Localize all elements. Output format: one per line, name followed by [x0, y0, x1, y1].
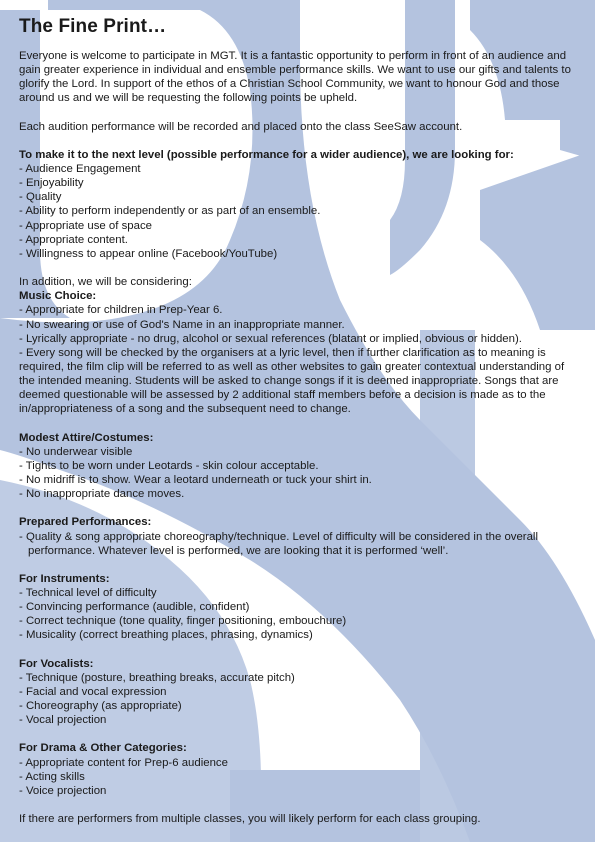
- next-level-list: [19, 162, 579, 261]
- list-item: - Facial and vocal expression: [19, 685, 167, 698]
- attire-heading: Modest Attire/Costumes:: [19, 431, 154, 444]
- list-item: - Quality: [19, 191, 62, 204]
- drama-list: [19, 756, 579, 798]
- attire-list: [19, 445, 579, 502]
- list-item: - No midriff is to show. Wear a leotard underneath or tuck your shirt in.: [19, 474, 372, 487]
- instruments-list: [19, 586, 579, 643]
- considering-text: In addition, we will be considering:: [19, 276, 192, 289]
- list-item: - Convincing performance (audible, confident): [19, 601, 250, 614]
- list-item: - Lyrically appropriate - no drug, alcohol or sexual references (blatant or implied, obvious or hidden).: [19, 332, 522, 345]
- instruments-heading: For Instruments:: [19, 572, 110, 585]
- list-item: - No underwear visible: [19, 445, 133, 458]
- list-item: - Technical level of difficulty: [19, 587, 157, 599]
- list-item: - Choreography (as appropriate): [19, 700, 182, 713]
- drama-heading: For Drama & Other Categories:: [19, 742, 187, 755]
- list-item: - Voice projection: [19, 784, 107, 797]
- next-level-heading: To make it to the next level (possible performance for a wider audience), we are looking for:: [19, 148, 514, 161]
- list-item: - Musicality (correct breathing places, phrasing, dynamics): [19, 629, 313, 642]
- music-choice-heading: Music Choice:: [19, 290, 97, 303]
- list-item: - Correct technique (tone quality, finger positioning, embouchure): [19, 615, 347, 628]
- prepared-list: [19, 530, 579, 558]
- list-item: - Appropriate content for Prep-6 audience: [19, 756, 228, 769]
- list-item: - Willingness to appear online (Facebook/YouTube): [19, 247, 278, 260]
- intro-paragraph: Everyone is welcome to participate in MGT. It is a fantastic opportunity to perform in front of an audience and gain greater experience in individual and ensemble performance skills. We want to use our gifts and talents to glorify the Lord. In support of the ethos of a Christian School Community, we want to honour God and those around us and we will be requesting the following points be upheld.: [19, 50, 571, 105]
- vocalists-heading: For Vocalists:: [19, 657, 94, 670]
- list-item: - Every song will be checked by the organisers at a lyric level, then if further clarification as to meaning is required, the film clip will be referred to as well as other websites to gain greater contextual understanding of the intended meaning. Students will be asked to change songs if it is deemed inappropriate. Songs that are deemed questionable will be assessed by 2 additional staff members before a decision is made as to the in/appropriateness of a song and the subsequent need to change.: [19, 346, 565, 416]
- vocalists-list: [19, 671, 579, 728]
- list-item: - Ability to perform independently or as part of an ensemble.: [19, 205, 321, 218]
- list-item: - Enjoyability: [19, 177, 84, 190]
- list-item: - No swearing or use of God's Name in an inappropriate manner.: [19, 318, 345, 331]
- recording-note: Each audition performance will be recorded and placed onto the class SeeSaw account.: [19, 120, 463, 133]
- list-item: - Audience Engagement: [19, 162, 141, 175]
- list-item: - Technique (posture, breathing breaks, accurate pitch): [19, 671, 295, 684]
- document-body: [19, 16, 579, 826]
- music-choice-list: [19, 303, 579, 416]
- list-item: - Quality & song appropriate choreography/technique. Level of difficulty will be considered in the overall performance. Whatever level is performed, we are looking that it is performed ‘well’.: [19, 530, 538, 557]
- closing-note: If there are performers from multiple classes, you will likely perform for each class grouping.: [19, 813, 481, 826]
- list-item: - No inappropriate dance moves.: [19, 488, 185, 501]
- page-title: The Fine Print…: [19, 16, 167, 37]
- list-item: - Vocal projection: [19, 714, 107, 727]
- list-item: - Appropriate use of space: [19, 219, 152, 232]
- prepared-heading: Prepared Performances:: [19, 516, 152, 529]
- list-item: - Acting skills: [19, 770, 85, 783]
- list-item: - Appropriate for children in Prep-Year 6.: [19, 304, 223, 317]
- list-item: - Tights to be worn under Leotards - skin colour acceptable.: [19, 459, 319, 472]
- list-item: - Appropriate content.: [19, 233, 128, 246]
